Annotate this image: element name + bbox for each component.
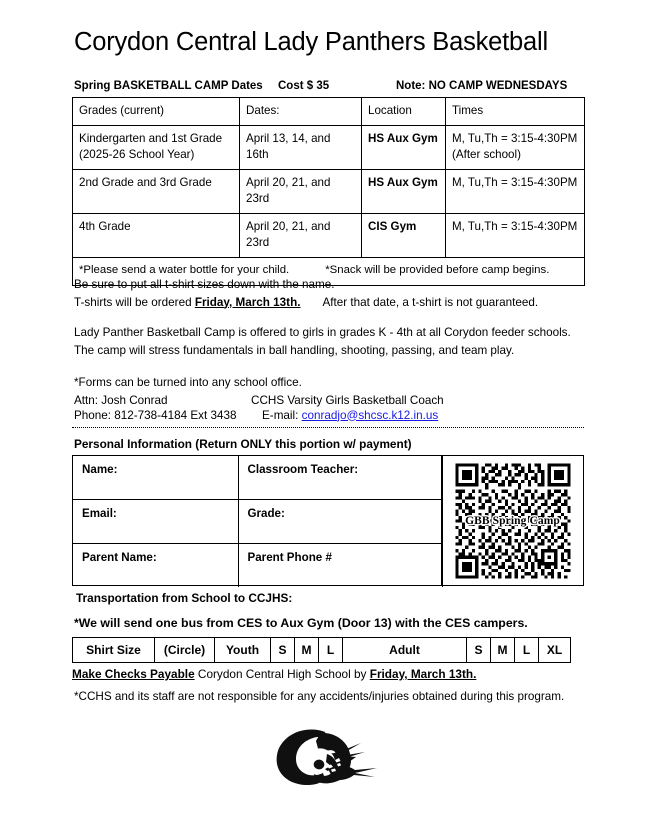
grade-line-1: Kindergarten and 1st Grade xyxy=(79,131,223,145)
shirt-size-table xyxy=(72,637,571,663)
column-header-location: Location xyxy=(362,98,446,126)
shirt-adult-size-xl[interactable]: XL xyxy=(539,638,571,663)
tshirt-order-post: After that date, a t-shirt is not guaranteed. xyxy=(322,295,539,309)
tshirt-info-paragraph xyxy=(74,276,538,311)
field-label-parent-name[interactable]: Parent Name: xyxy=(73,543,238,587)
cell-dates: April 20, 21, and 23rd xyxy=(240,169,362,213)
forms-note: *Forms can be turned into any school office. xyxy=(74,376,302,389)
field-label-email[interactable]: Email: xyxy=(73,500,238,544)
shirt-size-title: Shirt Size xyxy=(73,638,155,663)
shirt-circle-label: (Circle) xyxy=(155,638,215,663)
personal-information-form xyxy=(72,455,584,586)
page-title: Corydon Central Lady Panthers Basketball xyxy=(74,28,548,56)
email-link[interactable]: conradjo@shcsc.k12.in.us xyxy=(301,408,439,422)
field-label-parent-phone[interactable]: Parent Phone # xyxy=(238,543,443,587)
column-header-times: Times xyxy=(446,98,585,126)
camp-schedule-table xyxy=(72,97,585,286)
tshirt-order-date: Friday, March 13th. xyxy=(194,295,301,309)
liability-disclaimer: *CCHS and its staff are not responsible for any accidents/injuries obtained during this program. xyxy=(74,690,565,703)
contact-attn-row xyxy=(74,392,444,407)
contact-phone: Phone: 812-738-4184 Ext 3438 xyxy=(74,408,237,422)
column-header-dates: Dates: xyxy=(240,98,362,126)
times-line-2: (After school) xyxy=(452,147,521,161)
shirt-adult-label: Adult xyxy=(343,638,467,663)
tshirt-line-1: Be sure to put all t-shirt sizes down with the name. xyxy=(74,278,335,291)
transportation-detail: *We will send one bus from CES to Aux Gym (Door 13) with the CES campers. xyxy=(74,616,528,630)
tshirt-line-2 xyxy=(74,294,538,312)
table-row xyxy=(73,543,443,587)
cell-dates: April 20, 21, and 23rd xyxy=(240,213,362,257)
dashed-divider xyxy=(72,427,584,428)
times-line-1: M, Tu,Th = 3:15-4:30PM xyxy=(452,131,578,145)
cell-location: HS Aux Gym xyxy=(362,125,446,169)
cell-grade: 4th Grade xyxy=(73,213,240,257)
field-label-name[interactable]: Name: xyxy=(73,456,238,500)
cell-times: M, Tu,Th = 3:15-4:30PM xyxy=(446,169,585,213)
table-row xyxy=(73,169,585,213)
camp-description-line-1: Lady Panther Basketball Camp is offered to girls in grades K - 4th at all Corydon feeder schools. xyxy=(74,326,571,339)
panther-mascot-logo xyxy=(265,724,385,796)
table-row xyxy=(73,638,571,663)
cell-dates: April 13, 14, and 16th xyxy=(240,125,362,169)
cell-grade: 2nd Grade and 3rd Grade xyxy=(73,169,240,213)
checks-payee: Corydon Central High School by xyxy=(197,667,367,681)
column-header-grades: Grades (current) xyxy=(73,98,240,126)
contact-paragraph xyxy=(74,374,444,422)
shirt-adult-size-s[interactable]: S xyxy=(467,638,491,663)
shirt-youth-label: Youth xyxy=(215,638,271,663)
contact-attn: Attn: Josh Conrad xyxy=(74,393,168,407)
qr-code-label: GBB Spring Camp xyxy=(465,514,560,527)
qr-code-cell xyxy=(441,456,583,585)
shirt-youth-size-m[interactable]: M xyxy=(295,638,319,663)
table-header-row xyxy=(73,98,585,126)
footnote-water-bottle: *Please send a water bottle for your child. xyxy=(79,263,290,276)
make-checks-label: Make Checks Payable xyxy=(72,667,195,681)
shirt-adult-size-m[interactable]: M xyxy=(491,638,515,663)
table-row xyxy=(73,456,443,500)
contact-phone-row xyxy=(74,407,439,422)
table-row xyxy=(73,500,443,544)
checks-due-date: Friday, March 13th. xyxy=(369,667,477,681)
field-label-grade[interactable]: Grade: xyxy=(238,500,443,544)
shirt-youth-size-l[interactable]: L xyxy=(319,638,343,663)
camp-cost-label: Cost $ 35 xyxy=(278,80,330,92)
personal-information-heading: Personal Information (Return ONLY this portion w/ payment) xyxy=(74,437,412,451)
table-row xyxy=(73,213,585,257)
table-row xyxy=(73,125,585,169)
personal-fields-table xyxy=(73,456,443,587)
camp-description-paragraph xyxy=(74,324,571,359)
make-checks-line xyxy=(72,667,476,681)
contact-email-row xyxy=(262,407,438,425)
grade-line-2: (2025-26 School Year) xyxy=(79,147,195,161)
qr-code[interactable] xyxy=(452,460,574,582)
cell-grade xyxy=(73,125,240,169)
shirt-youth-size-s[interactable]: S xyxy=(271,638,295,663)
cell-times: M, Tu,Th = 3:15-4:30PM xyxy=(446,213,585,257)
email-label: E-mail: xyxy=(262,408,299,422)
cell-location: HS Aux Gym xyxy=(362,169,446,213)
contact-coach-title: CCHS Varsity Girls Basketball Coach xyxy=(251,393,444,407)
transportation-heading: Transportation from School to CCJHS: xyxy=(76,591,293,605)
cell-location: CIS Gym xyxy=(362,213,446,257)
cell-times xyxy=(446,125,585,169)
field-label-classroom-teacher[interactable]: Classroom Teacher: xyxy=(238,456,443,500)
camp-dates-label: Spring BASKETBALL CAMP Dates xyxy=(74,80,263,92)
shirt-adult-size-l[interactable]: L xyxy=(515,638,539,663)
footnote-snack: *Snack will be provided before camp begins. xyxy=(325,263,550,276)
tshirt-order-pre: T-shirts will be ordered xyxy=(74,295,195,309)
camp-description-line-2: The camp will stress fundamentals in ball handling, shooting, passing, and team play. xyxy=(74,343,515,357)
camp-note-label: Note: NO CAMP WEDNESDAYS xyxy=(396,80,568,92)
